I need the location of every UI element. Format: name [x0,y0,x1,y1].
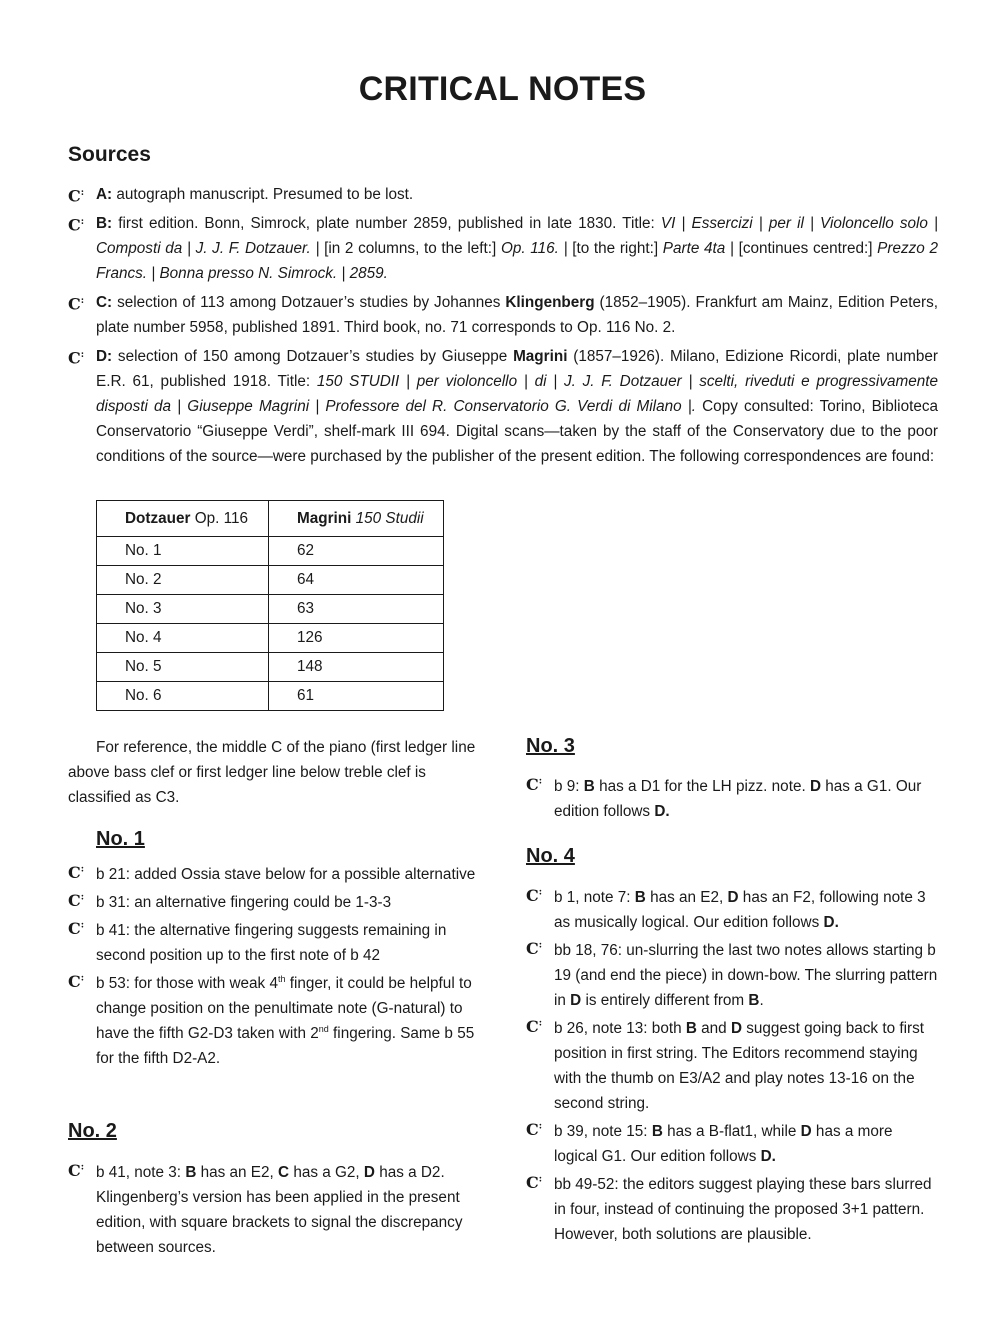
list-item: C: bb 49-52: the editors suggest playing these bars slurred in four, instead of continuing the proposed 3+1 pattern. However, both solutions are plausible. [526,1173,932,1243]
no3-list [526,774,938,827]
table-header-dotzauer: Dotzauer Op. 116 [97,501,269,537]
no1-list [68,862,480,1074]
source-item-d: C: D: selection of 150 among Dotzauer’s studies by Giuseppe Magrini (1857–1926). Milano, Edizione Ricordi, plate number E.R. 61, published 1918. Title: 150 STUDII | per violoncello | di | J. J. F. Dotzauer | scelti, riveduti e progressivamente disposti da | Giuseppe Magrini | Professore del R. Conservatorio G. Verdi di Milano |. Copy consulted: Torino, Biblioteca Conservatorio “Giuseppe Verdi”, shelf-mark III 694. Digital scans—taken by the staff of the Conservatory due to the poor conditions of the source—were purchased by the publisher of the present edition. The following correspondences are found: [68,344,938,469]
reference-paragraph: For reference, the middle C of the piano (first ledger line above bass clef or first ledger line below treble clef is classified as C3. [68,739,476,806]
source-item-c: C: C: selection of 113 among Dotzauer’s studies by Johannes Klingenberg (1852–1905). Frankfurt am Mainz, Edition Peters, plate number 5958, published 1891. Third book, no. 71 corresponds to Op. 116 No. 2. [68,290,938,340]
list-item: C: b 26, note 13: both B and D suggest going back to first position in first string. The Editors recommend staying with the thumb on E3/A2 and play notes 13-16 on the second string. [526,1017,924,1112]
list-item: C: b 21: added Ossia stave below for a possible alternative [68,863,476,883]
critical-note-marker-icon: C: [68,972,85,991]
list-item: C: b 41: the alternative fingering suggests remaining in second position up to the first note of b 42 [68,919,447,964]
no2-heading: No. 2 [68,1120,117,1142]
source-item-b: C: B: first edition. Bonn, Simrock, plate number 2859, published in late 1830. Title: VI | Essercizi | per il | Violoncello solo | Composti da | J. J. F. Dotzauer. | [in 2 columns, to the left:] Op. 116. | [to the right:] Parte 4ta | [continues centred:] Prezzo 2 Francs. | Bonna presso N. Simrock. | 2859. [68,211,938,286]
critical-note-marker-icon: C: [526,1017,543,1036]
critical-note-marker-icon: C: [68,863,85,882]
table-row: No. 1 62 [97,537,444,566]
list-item: C: b 31: an alternative fingering could be 1-3-3 [68,891,392,911]
sources-list [68,182,938,473]
correspondence-table [96,500,444,711]
critical-note-marker-icon: C: [68,919,85,938]
page-title: CRITICAL NOTES [358,70,647,108]
table-row: No. 2 64 [97,566,444,595]
no2-list [68,1160,480,1263]
critical-note-marker-icon: C: [526,1120,543,1139]
critical-note-marker-icon: C: [526,886,543,905]
list-item: C: b 1, note 7: B has an E2, D has an F2, following note 3 as musically logical. Our edition follows D. [526,886,926,931]
no3-heading: No. 3 [526,735,575,757]
no4-list [526,885,938,1250]
no4-heading: No. 4 [526,845,575,867]
critical-note-marker-icon: C: [526,775,543,794]
list-item: C: b 39, note 15: B has a B-flat1, while D has a more logical G1. Our edition follows D. [526,1120,893,1165]
critical-note-marker-icon: C: [68,186,85,206]
list-item: C: b 53: for those with weak 4th finger, it could be helpful to change position on the penultimate note (G-natural) to have the fifth G2-D3 taken with 2nd fingering. Same b 55 for the fifth D2-A2. [68,972,475,1067]
source-item-a: C: A: autograph manuscript. Presumed to be lost. [68,182,938,207]
critical-note-marker-icon: C: [68,294,85,314]
table-row: No. 3 63 [97,595,444,624]
table-header-magrini: Magrini 150 Studii [269,501,444,537]
table-row: No. 4 126 [97,624,444,653]
critical-note-marker-icon: C: [526,939,543,958]
critical-note-marker-icon: C: [68,348,85,368]
critical-note-marker-icon: C: [526,1173,543,1192]
no1-heading: No. 1 [96,828,145,850]
table-header-row [97,501,444,537]
sources-heading: Sources [68,143,151,166]
table-row: No. 5 148 [97,653,444,682]
list-item: C: b 9: B has a D1 for the LH pizz. note. D has a G1. Our edition follows D. [526,775,922,820]
critical-note-marker-icon: C: [68,215,85,235]
list-item: C: b 41, note 3: B has an E2, C has a G2, D has a D2. Klingenberg’s version has been applied in the present edition, with square brackets to signal the discrepancy between sources. [68,1161,463,1256]
critical-note-marker-icon: C: [68,891,85,910]
list-item: C: bb 18, 76: un-slurring the last two notes allows starting b 19 (and end the piece) in down-bow. The slurring pattern in D is entirely different from B. [526,939,938,1009]
table-row: No. 6 61 [97,682,444,711]
critical-note-marker-icon: C: [68,1161,85,1180]
